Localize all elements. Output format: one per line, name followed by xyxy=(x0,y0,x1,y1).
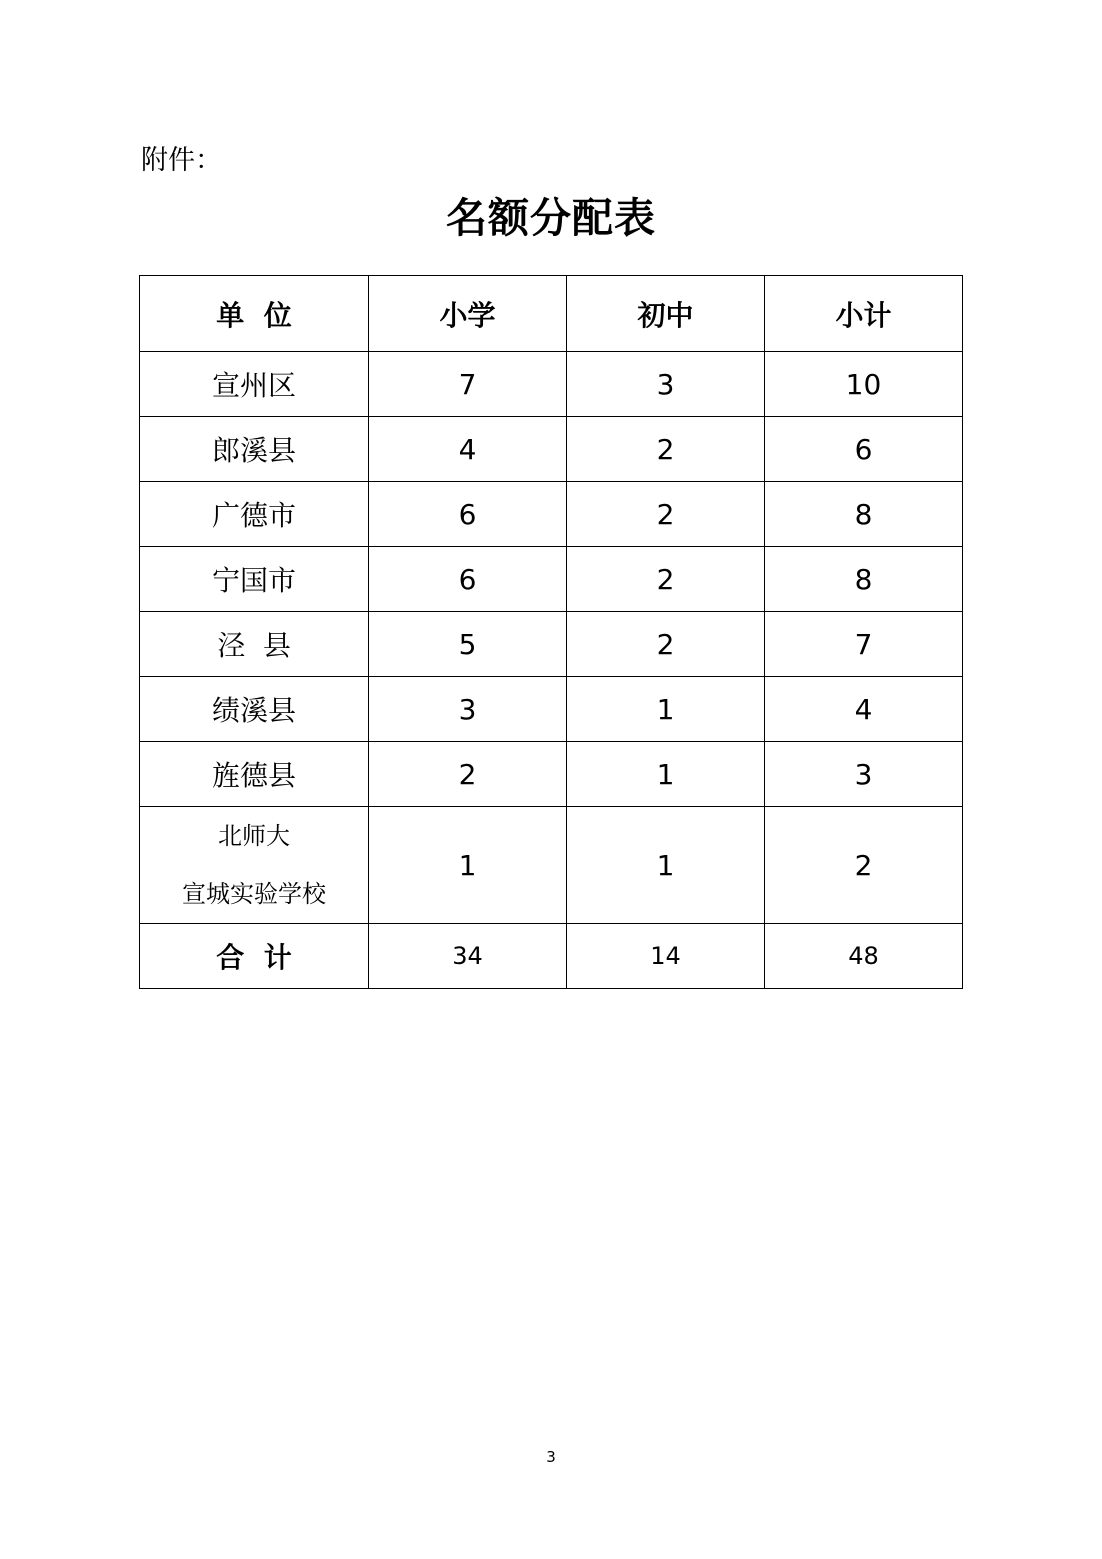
unit-cell: 宣州区 xyxy=(140,352,369,417)
subtotal-cell: 4 xyxy=(765,677,963,742)
header-subtotal: 小计 xyxy=(765,276,963,352)
attachment-label: 附件： xyxy=(141,145,222,176)
table-row xyxy=(140,417,963,482)
primary-cell: 6 xyxy=(369,547,567,612)
total-label: 合 计 xyxy=(140,924,369,989)
total-primary-cell: 34 xyxy=(369,924,567,989)
table-row xyxy=(140,742,963,807)
table-row xyxy=(140,482,963,547)
quota-allocation-table xyxy=(139,275,963,989)
header-primary-school: 小学 xyxy=(369,276,567,352)
table-row xyxy=(140,547,963,612)
header-junior-school: 初中 xyxy=(567,276,765,352)
subtotal-cell: 6 xyxy=(765,417,963,482)
page-number: 3 xyxy=(546,1448,556,1466)
subtotal-cell: 3 xyxy=(765,742,963,807)
total-junior-cell: 14 xyxy=(567,924,765,989)
subtotal-cell: 8 xyxy=(765,547,963,612)
unit-cell: 郎溪县 xyxy=(140,417,369,482)
total-row xyxy=(140,924,963,989)
primary-cell: 5 xyxy=(369,612,567,677)
junior-cell: 2 xyxy=(567,547,765,612)
subtotal-cell: 8 xyxy=(765,482,963,547)
unit-cell: 旌德县 xyxy=(140,742,369,807)
unit-line-2: 宣城实验学校 xyxy=(182,880,326,908)
total-subtotal-cell: 48 xyxy=(765,924,963,989)
table-header-row xyxy=(140,276,963,352)
document-title: 名额分配表 xyxy=(446,194,656,242)
table-row xyxy=(140,677,963,742)
junior-cell: 2 xyxy=(567,417,765,482)
primary-cell: 4 xyxy=(369,417,567,482)
header-unit: 单 位 xyxy=(140,276,369,352)
primary-cell: 7 xyxy=(369,352,567,417)
unit-cell: 宁国市 xyxy=(140,547,369,612)
unit-line-1: 北师大 xyxy=(218,822,290,850)
table-row xyxy=(140,612,963,677)
junior-cell: 1 xyxy=(567,807,765,924)
primary-cell: 6 xyxy=(369,482,567,547)
primary-cell: 1 xyxy=(369,807,567,924)
junior-cell: 2 xyxy=(567,482,765,547)
junior-cell: 2 xyxy=(567,612,765,677)
junior-cell: 3 xyxy=(567,352,765,417)
junior-cell: 1 xyxy=(567,677,765,742)
unit-cell: 泾 县 xyxy=(140,612,369,677)
table-row xyxy=(140,352,963,417)
unit-cell xyxy=(140,807,369,924)
table-row xyxy=(140,807,963,924)
junior-cell: 1 xyxy=(567,742,765,807)
unit-cell: 绩溪县 xyxy=(140,677,369,742)
primary-cell: 2 xyxy=(369,742,567,807)
subtotal-cell: 2 xyxy=(765,807,963,924)
primary-cell: 3 xyxy=(369,677,567,742)
unit-cell: 广德市 xyxy=(140,482,369,547)
subtotal-cell: 10 xyxy=(765,352,963,417)
subtotal-cell: 7 xyxy=(765,612,963,677)
